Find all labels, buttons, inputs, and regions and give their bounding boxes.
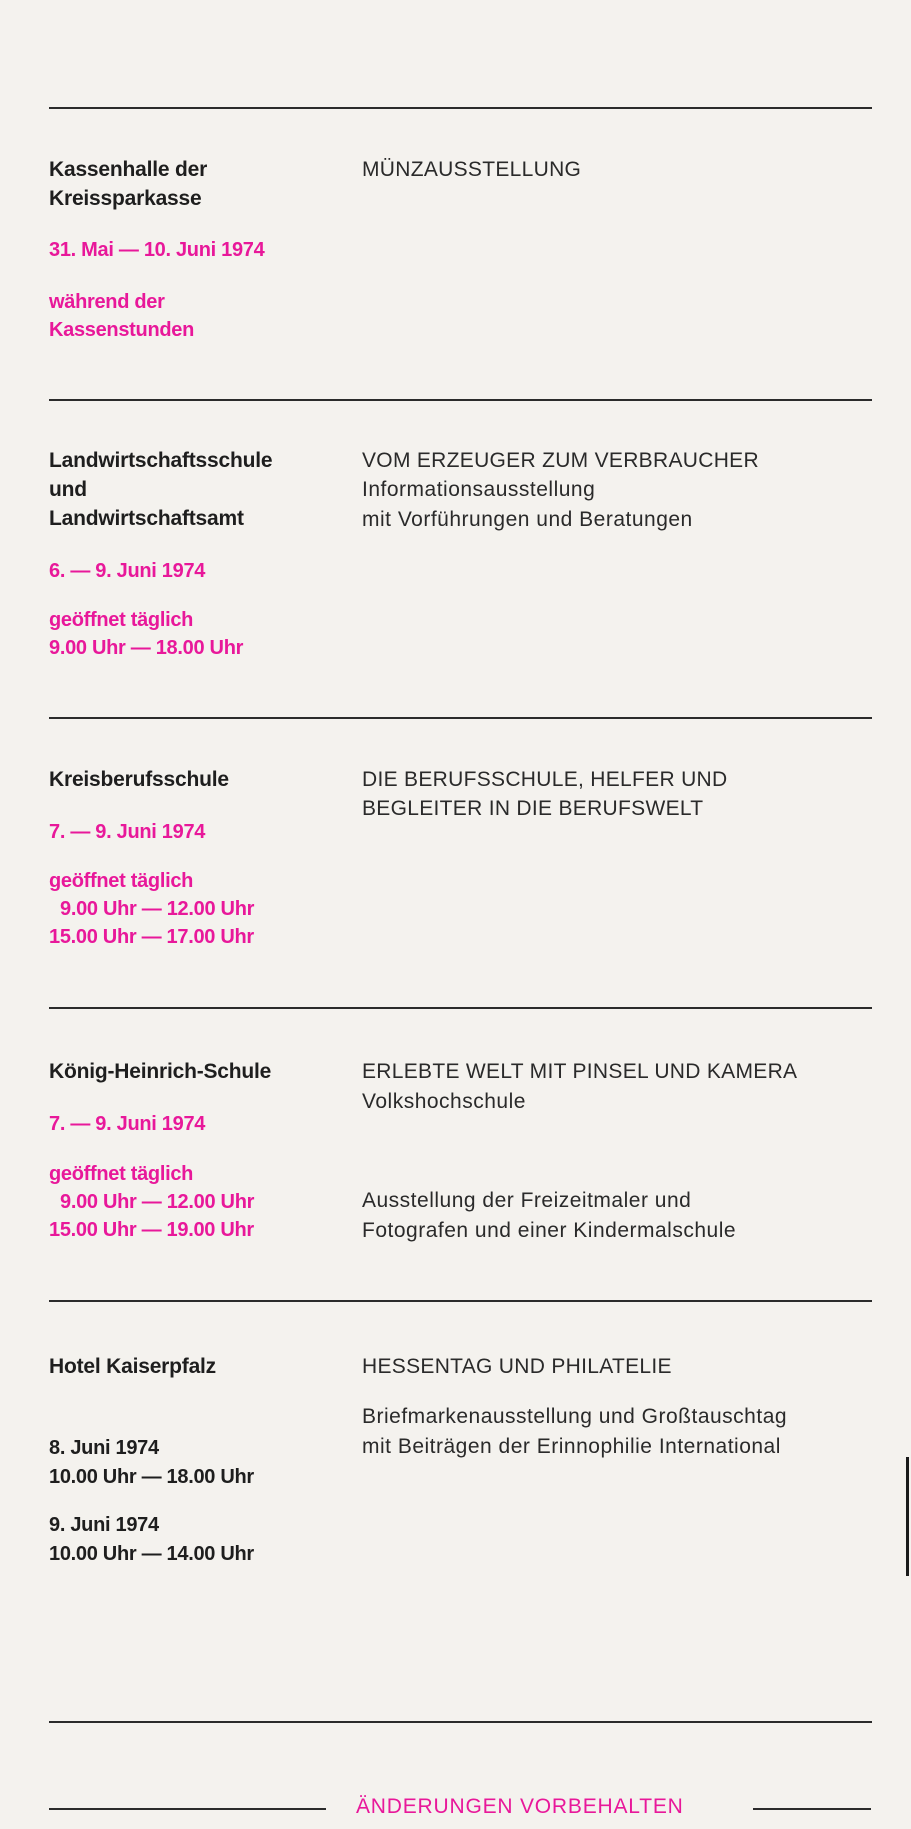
hours-line: während der <box>49 291 165 313</box>
event-hours <box>49 867 254 951</box>
hours-line: 10.00 Uhr — 14.00 Uhr <box>49 1543 254 1565</box>
event-description <box>362 1402 787 1462</box>
title-line: DIE BERUFSSCHULE, HELFER UND <box>362 768 728 791</box>
event-title: VOM ERZEUGER ZUM VERBRAUCHER <box>362 449 759 472</box>
event-hours <box>49 1160 254 1244</box>
event-venue <box>49 155 207 213</box>
event-venue: Kreisberufsschule <box>49 768 229 791</box>
event-date <box>49 1511 254 1569</box>
edge-mark <box>906 1457 909 1576</box>
description-line: mit Beiträgen der Erinnophilie International <box>362 1435 781 1458</box>
event-venue <box>49 446 272 533</box>
date-line: 8. Juni 1974 <box>49 1437 159 1459</box>
divider <box>49 399 872 401</box>
date-line: 9. Juni 1974 <box>49 1514 159 1536</box>
event-title <box>362 765 727 823</box>
venue-line: Landwirtschaftsschule <box>49 449 273 472</box>
event-date: 6. — 9. Juni 1974 <box>49 560 206 582</box>
divider-top <box>49 107 872 109</box>
event-venue: Hotel Kaiserpfalz <box>49 1355 216 1378</box>
event-title: HESSENTAG UND PHILATELIE <box>362 1355 672 1378</box>
hours-line: geöffnet täglich <box>49 1163 194 1185</box>
event-date: 31. Mai — 10. Juni 1974 <box>49 239 265 261</box>
event-hours <box>49 606 243 662</box>
venue-line: Kreissparkasse <box>49 187 202 210</box>
divider <box>49 1300 872 1302</box>
divider <box>49 1721 872 1723</box>
event-subtitle <box>362 475 693 535</box>
hours-line: 9.00 Uhr — 18.00 Uhr <box>49 637 244 659</box>
subtitle-line: Informationsausstellung <box>362 478 596 501</box>
hours-line: 15.00 Uhr — 19.00 Uhr <box>49 1219 254 1241</box>
description-line: Briefmarkenausstellung und Großtauschtag <box>362 1405 788 1428</box>
footer-notice: ÄNDERUNGEN VORBEHALTEN <box>356 1795 684 1818</box>
event-description <box>362 1186 736 1246</box>
hours-line: 9.00 Uhr — 12.00 Uhr <box>60 1191 255 1213</box>
event-title: ERLEBTE WELT MIT PINSEL UND KAMERA <box>362 1060 798 1083</box>
divider <box>49 1007 872 1009</box>
event-date: 7. — 9. Juni 1974 <box>49 1113 206 1135</box>
hours-line: geöffnet täglich <box>49 870 194 892</box>
event-date <box>49 1434 254 1492</box>
divider <box>49 717 872 719</box>
venue-line: Landwirtschaftsamt <box>49 507 244 530</box>
venue-line: und <box>49 478 87 501</box>
description-line: Fotografen und einer Kindermalschule <box>362 1219 737 1242</box>
hours-line: Kassenstunden <box>49 319 195 341</box>
title-line: BEGLEITER IN DIE BERUFSWELT <box>362 797 704 820</box>
hours-line: 15.00 Uhr — 17.00 Uhr <box>49 926 254 948</box>
hours-line: geöffnet täglich <box>49 609 194 631</box>
event-date: 7. — 9. Juni 1974 <box>49 821 206 843</box>
description-line: Ausstellung der Freizeitmaler und <box>362 1189 692 1212</box>
hours-line: 9.00 Uhr — 12.00 Uhr <box>60 898 255 920</box>
event-subtitle: Volkshochschule <box>362 1090 526 1113</box>
footer-line-left <box>49 1808 326 1810</box>
event-hours <box>49 288 194 344</box>
venue-line: Kassenhalle der <box>49 158 208 181</box>
event-title: MÜNZAUSSTELLUNG <box>362 158 582 181</box>
subtitle-line: mit Vorführungen und Beratungen <box>362 508 693 531</box>
footer-line-right <box>753 1808 871 1810</box>
hours-line: 10.00 Uhr — 18.00 Uhr <box>49 1466 254 1488</box>
event-venue: König-Heinrich-Schule <box>49 1060 272 1083</box>
